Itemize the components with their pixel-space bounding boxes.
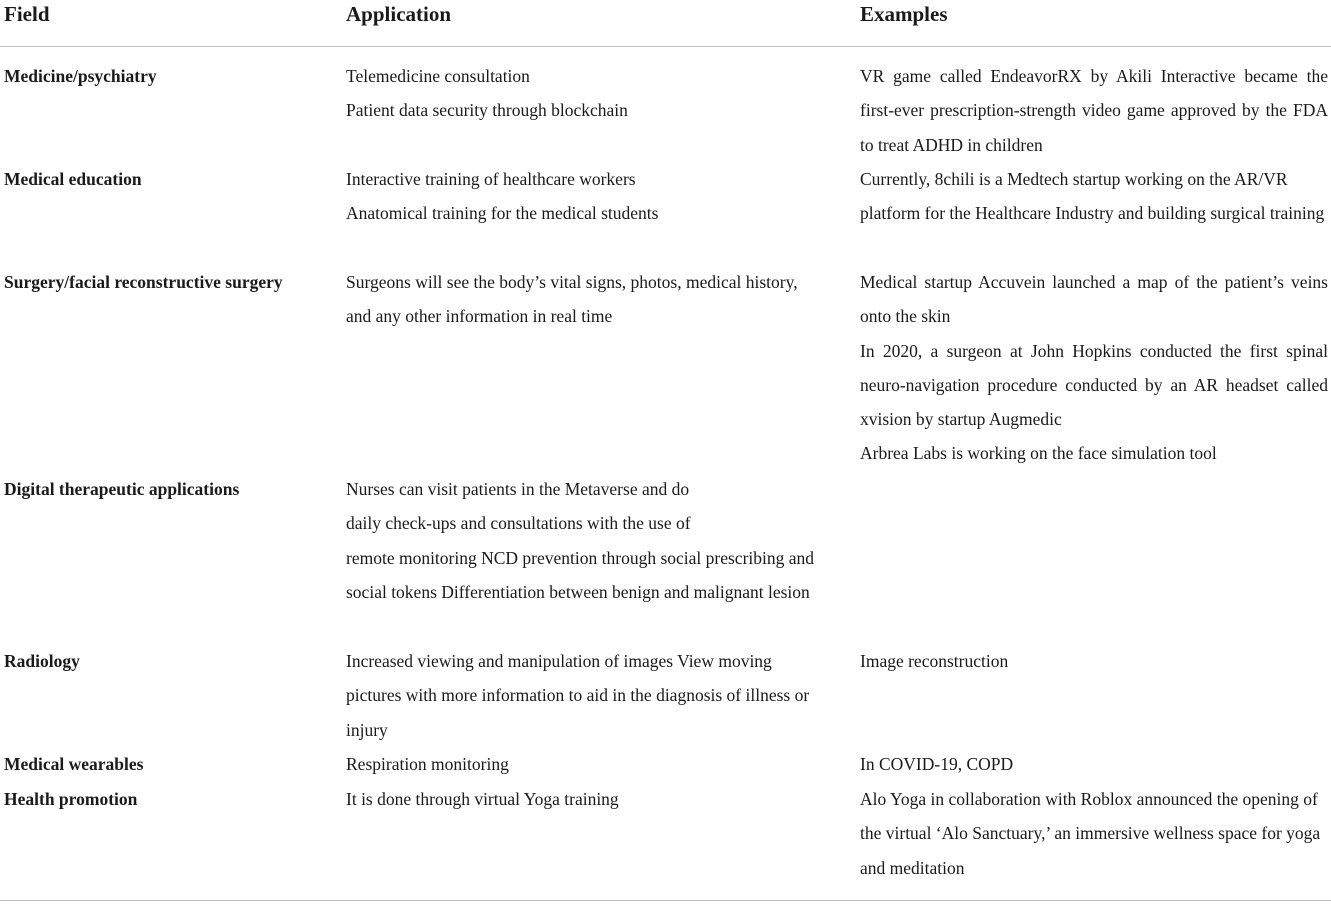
- row-examples-radiology: [860, 644, 1328, 678]
- example-paragraph: Currently, 8chili is a Medtech startup working on the AR/VR platform for the Healthcare Industry and building surgical training: [860, 169, 1325, 224]
- application-line: Telemedicine consultation: [346, 66, 530, 86]
- row-examples-health-promotion: [860, 782, 1328, 885]
- example-paragraph: Image reconstruction: [860, 651, 1009, 671]
- example-paragraph: In 2020, a surgeon at John Hopkins conducted the first spinal neuro-navigation procedure conducted by an AR headset called xvision by startup Augmedic: [860, 340, 1328, 430]
- row-application-digital-therapeutics: [346, 472, 820, 609]
- header-divider: [0, 46, 1331, 47]
- application-line: Patient data security through blockchain: [346, 100, 628, 121]
- example-paragraph: Arbrea Labs is working on the face simulation tool: [860, 443, 1217, 464]
- row-application-education: [346, 162, 822, 231]
- row-examples-surgery: [860, 265, 1328, 471]
- row-application-wearables: [346, 747, 822, 781]
- row-examples-wearables: [860, 747, 1328, 781]
- column-header-application: Application: [346, 2, 452, 26]
- row-application-medicine: [346, 59, 822, 128]
- column-header-field: Field: [4, 2, 50, 26]
- column-header-examples: Examples: [860, 2, 948, 26]
- row-field-radiology: Radiology: [4, 651, 80, 671]
- row-application-radiology: [346, 644, 816, 747]
- application-line: Anatomical training for the medical students: [346, 203, 659, 224]
- table-bottom-rule: [0, 900, 1331, 901]
- row-field-education: Medical education: [4, 169, 142, 189]
- application-line: Interactive training of healthcare workers: [346, 169, 636, 189]
- row-field-medicine: Medicine/psychiatry: [4, 66, 157, 86]
- application-line: Surgeons will see the body’s vital signs, photos, medical history, and any other information in real time: [346, 272, 798, 327]
- application-line: Nurses can visit patients in the Metaverse and do daily check-ups and consultations with the use of: [346, 479, 691, 534]
- row-field-wearables: Medical wearables: [4, 754, 144, 774]
- row-examples-education: [860, 162, 1328, 231]
- application-line: remote monitoring NCD prevention through social prescribing and social tokens Differentiation between benign and malignant lesion: [346, 547, 815, 602]
- row-field-health-promotion: Health promotion: [4, 789, 138, 809]
- row-application-health-promotion: [346, 782, 822, 816]
- row-examples-medicine: [860, 59, 1328, 162]
- example-paragraph: Medical startup Accuvein launched a map of the patient’s veins onto the skin: [860, 272, 1328, 327]
- example-paragraph: Alo Yoga in collaboration with Roblox announced the opening of the virtual ‘Alo Sanctuary,’ an immersive wellness space for yoga and meditation: [860, 789, 1321, 878]
- application-line: Increased viewing and manipulation of images View moving pictures with more information to aid in the diagnosis of illness or injury: [346, 651, 810, 740]
- application-line: Respiration monitoring: [346, 754, 509, 774]
- row-application-surgery: [346, 265, 822, 334]
- example-paragraph: In COVID-19, COPD: [860, 754, 1014, 774]
- example-paragraph: VR game called EndeavorRX by Akili Interactive became the first-ever prescription-strength video game approved by the FDA to treat ADHD in children: [860, 66, 1328, 155]
- application-line: It is done through virtual Yoga training: [346, 789, 619, 809]
- row-field-surgery: Surgery/facial reconstructive surgery: [4, 272, 283, 292]
- row-field-digital-therapeutics: Digital therapeutic applications: [4, 479, 240, 499]
